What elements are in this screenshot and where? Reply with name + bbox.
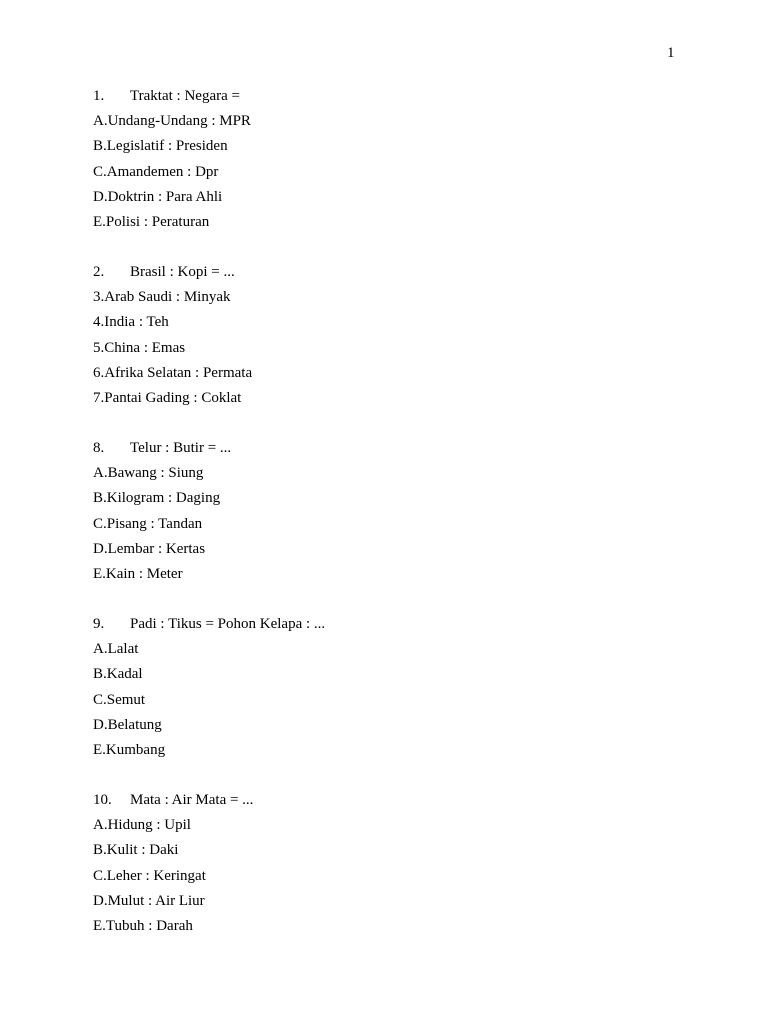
question-text: Traktat : Negara = (130, 88, 240, 104)
option-text: Mulut : Air Liur (107, 892, 205, 909)
question-header (93, 84, 693, 109)
option-text: Arab Saudi : Minyak (104, 289, 231, 306)
option-5 (93, 336, 693, 361)
option-d (93, 713, 693, 738)
option-label: E. (93, 565, 106, 582)
option-label: C. (93, 163, 107, 180)
option-text: Kilogram : Daging (106, 490, 221, 507)
option-text: Leher : Keringat (106, 867, 206, 884)
option-e (93, 914, 693, 939)
option-a (93, 109, 693, 134)
question-text: Telur : Butir = ... (130, 440, 232, 456)
option-text: Pisang : Tandan (106, 515, 203, 532)
option-label: C. (93, 691, 107, 708)
option-text: Polisi : Peraturan (105, 213, 210, 230)
option-e (93, 738, 693, 763)
option-label: C. (93, 515, 107, 532)
question-text: Brasil : Kopi = ... (130, 264, 235, 280)
question-text: Padi : Tikus = Pohon Kelapa : ... (130, 616, 326, 632)
option-text: Kadal (106, 666, 143, 683)
question-header (93, 260, 693, 285)
option-c (93, 864, 693, 889)
question-header (93, 612, 693, 637)
option-4 (93, 310, 693, 335)
option-text: India : Teh (104, 314, 169, 331)
option-label: D. (93, 540, 108, 557)
option-text: Hidung : Upil (107, 817, 191, 834)
question-text: Mata : Air Mata = ... (130, 792, 254, 808)
option-text: Pantai Gading : Coklat (104, 389, 242, 406)
option-label: E. (93, 917, 106, 934)
question-number: 1. (93, 88, 105, 104)
option-text: Lalat (107, 641, 139, 658)
option-6 (93, 361, 693, 386)
option-text: Kulit : Daki (106, 842, 179, 859)
option-a (93, 813, 693, 838)
option-text: Undang-Undang : MPR (107, 113, 251, 130)
option-text: Legislatif : Presiden (106, 138, 228, 155)
option-label: D. (93, 892, 108, 909)
question-number: 2. (93, 264, 105, 280)
page-number: 1 (667, 45, 675, 61)
option-label: A. (93, 817, 108, 834)
option-label: B. (93, 842, 107, 859)
option-text: Kain : Meter (105, 565, 183, 582)
option-label: 3. (93, 289, 105, 306)
option-text: China : Emas (104, 339, 186, 356)
option-b (93, 486, 693, 511)
option-text: Tubuh : Darah (105, 917, 193, 934)
option-d (93, 185, 693, 210)
question-header (93, 788, 693, 813)
option-e (93, 210, 693, 235)
question-9 (93, 612, 693, 763)
option-label: 6. (93, 364, 105, 381)
option-label: E. (93, 213, 106, 230)
option-label: C. (93, 867, 107, 884)
question-1 (93, 84, 693, 235)
option-label: D. (93, 716, 108, 733)
option-b (93, 662, 693, 687)
option-label: D. (93, 188, 108, 205)
option-text: Afrika Selatan : Permata (104, 364, 253, 381)
option-label: 7. (93, 389, 105, 406)
option-c (93, 688, 693, 713)
option-label: A. (93, 113, 108, 130)
option-e (93, 562, 693, 587)
option-text: Doktrin : Para Ahli (107, 188, 223, 205)
option-a (93, 461, 693, 486)
option-text: Amandemen : Dpr (106, 163, 219, 180)
option-label: A. (93, 465, 108, 482)
option-label: E. (93, 741, 106, 758)
option-label: 4. (93, 314, 105, 331)
option-text: Belatung (107, 716, 162, 733)
option-b (93, 838, 693, 863)
option-label: B. (93, 666, 107, 683)
option-text: Semut (106, 691, 146, 708)
option-label: A. (93, 641, 108, 658)
option-a (93, 637, 693, 662)
question-10 (93, 788, 693, 939)
option-text: Kumbang (105, 741, 166, 758)
option-label: B. (93, 138, 107, 155)
question-2 (93, 260, 693, 411)
question-8 (93, 436, 693, 587)
option-label: 5. (93, 339, 105, 356)
option-text: Bawang : Siung (107, 465, 204, 482)
option-b (93, 134, 693, 159)
option-c (93, 512, 693, 537)
question-header (93, 436, 693, 461)
option-c (93, 160, 693, 185)
option-label: B. (93, 490, 107, 507)
option-3 (93, 285, 693, 310)
option-7 (93, 386, 693, 411)
option-text: Lembar : Kertas (107, 540, 206, 557)
question-number: 8. (93, 440, 105, 456)
option-d (93, 537, 693, 562)
question-number: 9. (93, 616, 105, 632)
option-d (93, 889, 693, 914)
question-number: 10. (93, 792, 112, 808)
